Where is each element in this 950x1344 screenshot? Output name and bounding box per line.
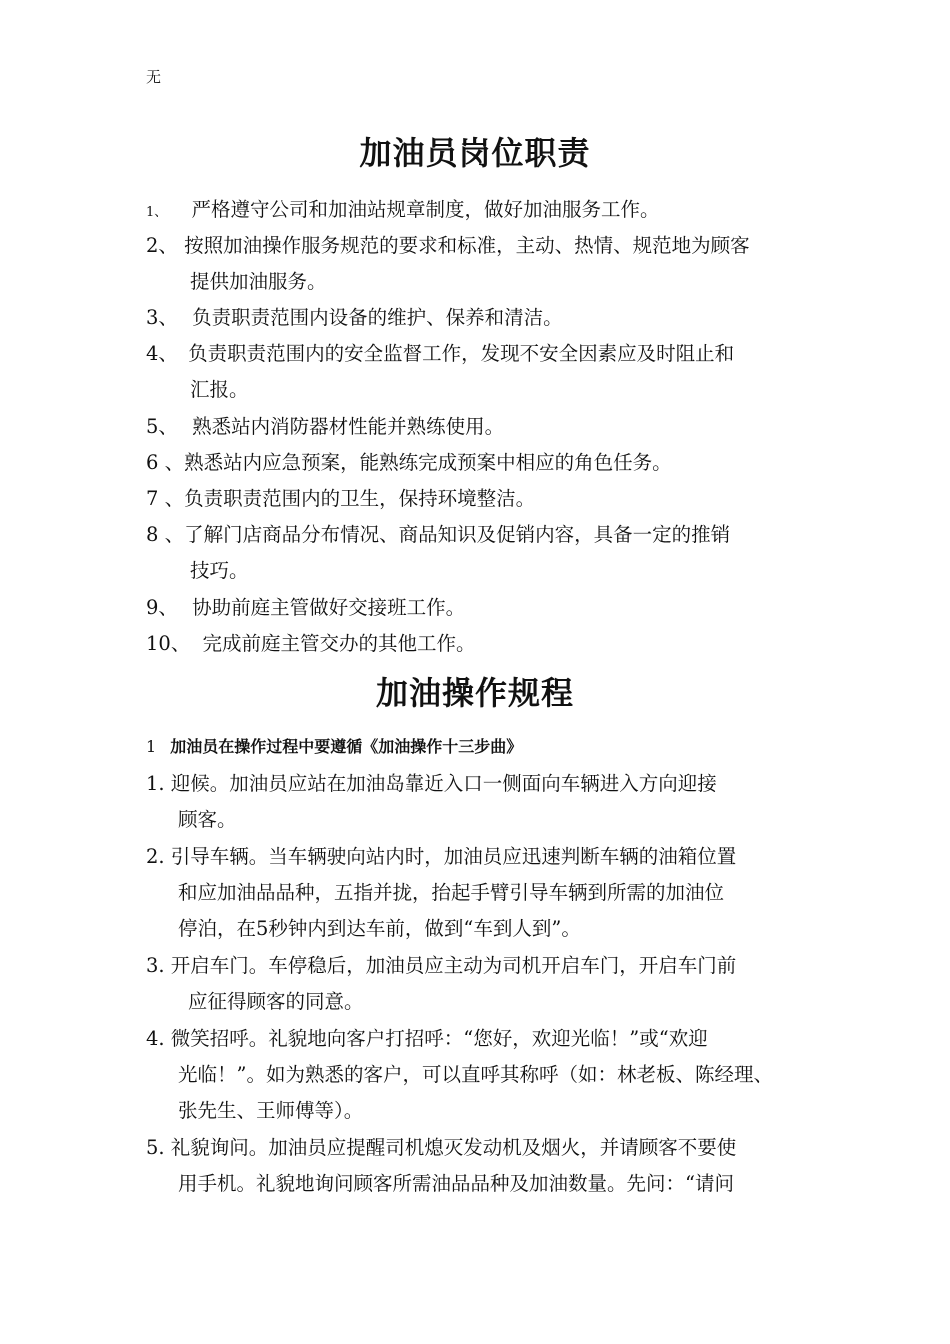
duty-4-cont: 汇报。 [190,378,249,401]
step-5: 5. 礼貌询问。加油员应提醒司机熄灭发动机及烟火，并请顾客不要使 [146,1136,737,1159]
step-3: 3. 开启车门。车停稳后，加油员应主动为司机开启车门，开启车门前 [146,954,737,977]
step-4: 4. 微笑招呼。礼貌地向客户打招呼：“您好，欢迎光临！”或“欢迎 [146,1027,708,1050]
duty-number: 1、 [146,205,168,220]
step-1: 1. 迎候。加油员应站在加油岛靠近入口一侧面向车辆进入方向迎接 [146,772,717,795]
duty-text: 完成前庭主管交办的其他工作。 [202,632,476,655]
duty-text: 了解门店商品分布情况、商品知识及促销内容，具备一定的推销 [184,523,731,546]
duty-8 [146,519,730,547]
step-4-cont: 光临！”。如为熟悉的客户，可以直呼其称呼（如：林老板、陈经理、 [178,1063,773,1086]
step-2-cont2: 停泊，在5秒钟内到达车前，做到“车到人到”。 [178,917,581,940]
duty-text: 按照加油操作服务规范的要求和标准，主动、热情、规范地为顾客 [184,234,750,257]
duty-7 [146,483,535,511]
duty-text: 协助前庭主管做好交接班工作。 [192,596,466,619]
duty-number: 8 、 [146,523,185,546]
duty-9 [146,592,465,620]
duty-number: 9、 [146,596,178,619]
duty-number: 5、 [146,415,178,438]
duty-text: 熟悉站内消防器材性能并熟练使用。 [192,415,505,438]
step-1-cont: 顾客。 [178,808,237,831]
duty-number: 6 、 [146,451,185,474]
duty-1 [146,194,660,222]
step-2: 2. 引导车辆。当车辆驶向站内时，加油员应迅速判断车辆的油箱位置 [146,845,737,868]
title-job-duties: 加油员岗位职责 [359,134,591,172]
duty-number: 2、 [146,234,178,257]
duty-text: 负责职责范围内设备的维护、保养和清洁。 [192,306,563,329]
duty-2 [146,230,750,258]
duty-6 [146,447,672,475]
title-operation-procedure: 加油操作规程 [375,674,574,712]
duty-10 [146,628,476,656]
subheading [146,734,522,757]
step-5-cont: 用手机。礼貌地询问顾客所需油品品种及加油数量。先问：“请问 [178,1172,734,1195]
subheading-text: 加油员在操作过程中要遵循《加油操作十三步曲》 [170,737,523,756]
duty-2-cont: 提供加油服务。 [190,270,327,293]
subheading-number: 1 [146,737,157,756]
duty-text: 负责职责范围内的安全监督工作，发现不安全因素应及时阻止和 [188,342,735,365]
duty-number: 10、 [146,632,191,655]
duty-number: 3、 [146,306,178,329]
duty-4 [146,338,734,366]
duty-3 [146,302,563,330]
duty-text: 熟悉站内应急预案，能熟练完成预案中相应的角色任务。 [184,451,672,474]
duty-text: 负责职责范围内的卫生，保持环境整洁。 [184,487,536,510]
duty-5 [146,411,504,439]
duty-8-cont: 技巧。 [190,559,249,582]
duty-number: 4、 [146,342,178,365]
duty-number: 7 、 [146,487,185,510]
page-header: 无 [146,68,162,86]
step-4-cont2: 张先生、王师傅等）。 [178,1099,364,1122]
step-2-cont: 和应加油品品种，五指并拢，抬起手臂引导车辆到所需的加油位 [178,881,725,904]
step-3-cont: 应征得顾客的同意。 [188,990,364,1013]
duty-text: 严格遵守公司和加油站规章制度，做好加油服务工作。 [191,198,660,221]
